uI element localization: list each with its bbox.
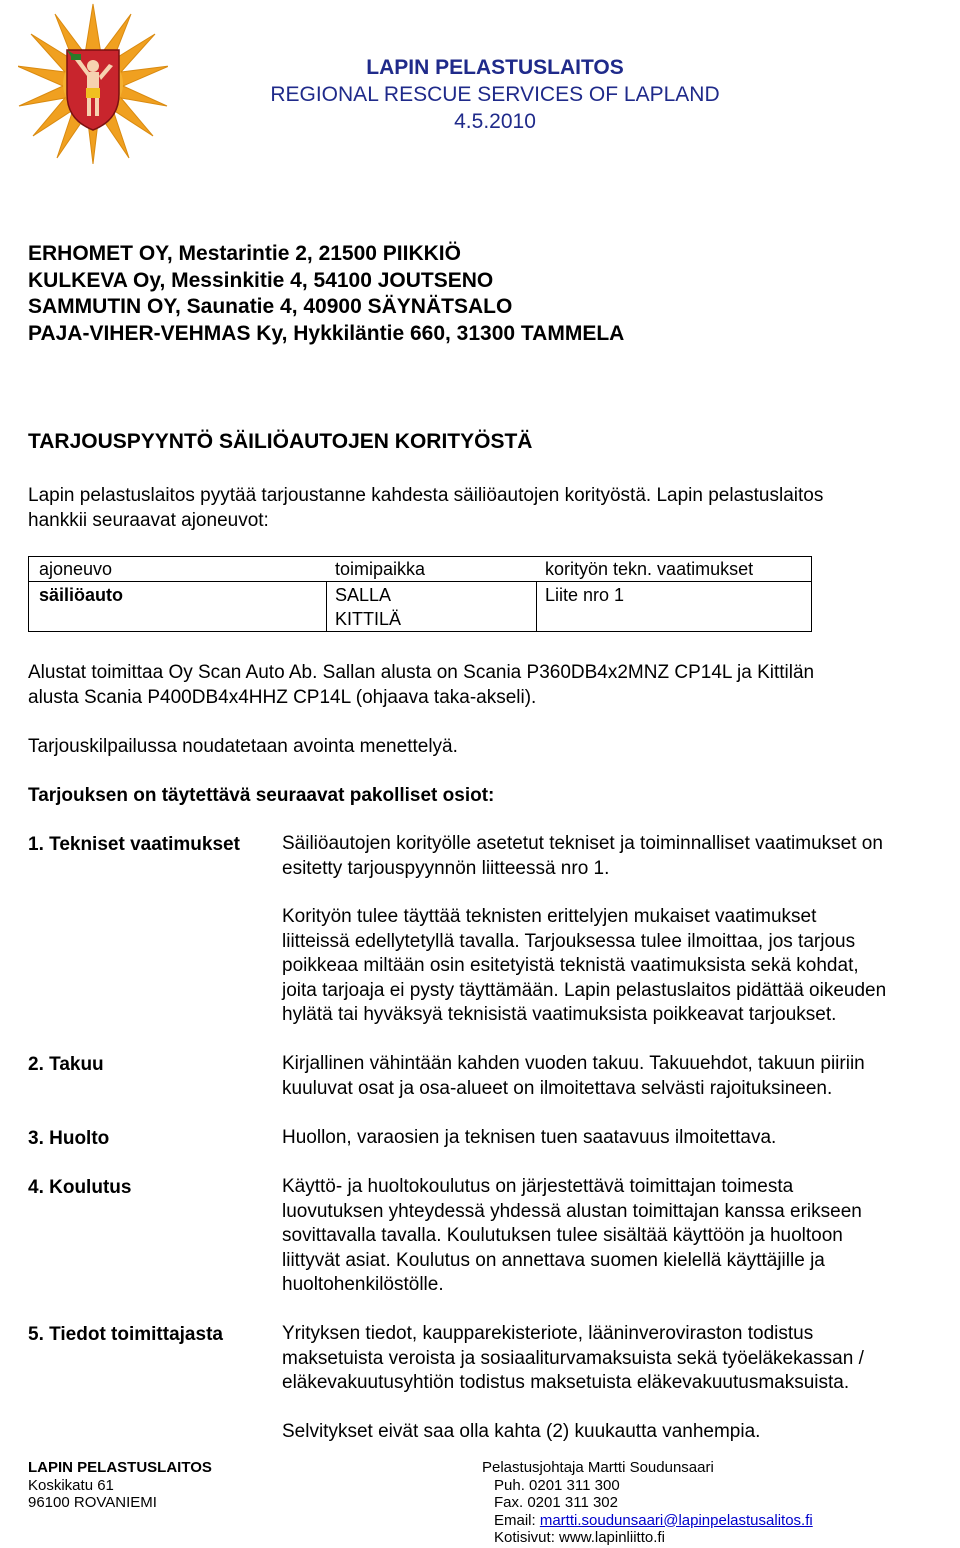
section-line: Käyttö- ja huoltokoulutus on järjestettävä toimittajan toimesta	[282, 1176, 794, 1197]
table-header-requirements: korityön tekn. vaatimukset	[545, 559, 754, 579]
document-subject: TARJOUSPYYNTÖ SÄILIÖAUTOJEN KORITYÖSTÄ	[28, 430, 533, 453]
footer-org-name: LAPIN PELASTUSLAITOS	[28, 1459, 212, 1476]
footer-email-link[interactable]: martti.soudunsaari@lapinpelastusalitos.fi	[539, 1511, 813, 1529]
section-body	[282, 905, 886, 1028]
section-line: Säiliöautojen korityölle asetetut tekniset ja toiminnalliset vaatimukset on	[282, 833, 883, 854]
table-header-vehicle: ajoneuvo	[39, 559, 113, 579]
vehicle-table	[28, 556, 812, 632]
document-date: 4.5.2010	[454, 110, 536, 133]
org-name: LAPIN PELASTUSLAITOS	[366, 56, 624, 79]
section-label: 2. Takuu	[28, 1054, 104, 1075]
parts-heading: Tarjouksen on täytettävä seuraavat pakolliset osiot:	[28, 785, 495, 806]
rescue-services-logo	[18, 2, 168, 172]
logo-emblem-icon	[18, 2, 168, 172]
recipients-list	[28, 241, 624, 347]
section-line: Huollon, varaosien ja teknisen tuen saatavuus ilmoitettava.	[282, 1127, 777, 1148]
table-cell-location: SALLA	[335, 585, 392, 605]
intro-line: hankkii seuraavat ajoneuvot:	[28, 510, 269, 531]
section-body	[282, 1175, 862, 1298]
chassis-paragraph	[28, 660, 814, 710]
section-line: maksetuista veroista ja sosiaaliturvamaksuista sekä työeläkekassan /	[282, 1347, 864, 1369]
recipient-line: SAMMUTIN OY, Saunatie 4, 40900 SÄYNÄTSALO	[28, 295, 513, 318]
section-line: Kirjallinen vähintään kahden vuoden takuu. Takuuehdot, takuun piiriin	[282, 1053, 865, 1074]
table-cell-location: KITTILÄ	[335, 609, 402, 629]
recipient-line: KULKEVA Oy, Messinkitie 4, 54100 JOUTSENO	[28, 268, 494, 292]
table-divider	[326, 581, 327, 631]
org-name-en: REGIONAL RESCUE SERVICES OF LAPLAND	[270, 83, 720, 106]
section-line: hylätä tai hyväksyä teknisistä vaatimuksista poikkeavat tarjoukset.	[282, 1004, 837, 1025]
section-label: 1. Tekniset vaatimukset	[28, 834, 240, 855]
chassis-line: alusta Scania P400DB4x4HHZ CP14L (ohjaava taka-akseli).	[28, 687, 537, 708]
footer-email-label: Email:	[494, 1511, 540, 1529]
section-line: eläkevakuutusyhtiön todistus maksetuista eläkevakuutusmaksuista.	[282, 1372, 850, 1393]
section-line: esitetty tarjouspyynnön liitteessä nro 1.	[282, 857, 610, 879]
footer-phone: Puh. 0201 311 300	[494, 1476, 620, 1494]
recipient-line: PAJA-VIHER-VEHMAS Ky, Hykkiläntie 660, 31300 TAMMELA	[28, 321, 625, 345]
section-line: Yrityksen tiedot, kaupparekisteriote, lääninveroviraston todistus	[282, 1323, 814, 1344]
intro-line: Lapin pelastuslaitos pyytää tarjoustanne kahdesta säiliöautojen korityöstä. Lapin pelastuslaitos	[28, 485, 824, 506]
section-body	[282, 832, 883, 881]
footer-signer: Pelastusjohtaja Martti Soudunsaari	[482, 1459, 714, 1476]
footer-city: 96100 ROVANIEMI	[28, 1494, 157, 1511]
table-cell-vehicle: säiliöauto	[39, 585, 124, 605]
footer-street: Koskikatu 61	[28, 1476, 114, 1494]
section-line: huoltohenkilöstölle.	[282, 1274, 444, 1295]
section-body	[282, 1420, 760, 1445]
table-divider	[536, 581, 537, 631]
section-line: liitteissä edellytetyllä tavalla. Tarjouksessa tulee ilmoittaa, jos tarjous	[282, 930, 856, 952]
recipient-line: ERHOMET OY, Mestarintie 2, 21500 PIIKKIÖ	[28, 242, 461, 265]
section-line: sovittavalla tavalla. Koulutuksen tulee sisältää käyttöön ja huoltoon	[282, 1225, 843, 1246]
section-line: luovutuksen yhteydessä yhdessä alustan toimittajan kanssa erikseen	[282, 1200, 862, 1222]
footer-address	[28, 1459, 212, 1512]
section-line: poikkeaa miltään osin esitetyistä teknistä vaatimuksista sekä kohdat,	[282, 955, 859, 976]
section-label: 4. Koulutus	[28, 1177, 132, 1198]
section-body	[282, 1322, 864, 1396]
organization-header	[200, 54, 790, 135]
table-header-location: toimipaikka	[335, 559, 426, 579]
section-line: Korityön tulee täyttää teknisten erittelyjen mukaiset vaatimukset	[282, 906, 817, 927]
section-body	[282, 1052, 865, 1101]
section-label: 5. Tiedot toimittajasta	[28, 1324, 223, 1345]
section-line: kuuluvat osat ja osa-alueet on ilmoitettava selvästi rajoituksineen.	[282, 1077, 833, 1099]
procedure-text: Tarjouskilpailussa noudatetaan avointa menettelyä.	[28, 736, 458, 757]
table-divider	[29, 581, 811, 582]
footer-fax: Fax. 0201 311 302	[494, 1494, 618, 1511]
table-cell-requirements: Liite nro 1	[545, 585, 625, 605]
footer-email-row	[482, 1512, 813, 1530]
chassis-line: Alustat toimittaa Oy Scan Auto Ab. Sallan alusta on Scania P360DB4x2MNZ CP14L ja Kittilän	[28, 662, 815, 683]
section-line: Selvitykset eivät saa olla kahta (2) kuukautta vanhempia.	[282, 1421, 761, 1442]
section-body	[282, 1126, 776, 1151]
footer-contact	[482, 1459, 813, 1547]
section-line: liittyvät asiat. Koulutus on annettava suomen kielellä käyttäjille ja	[282, 1249, 825, 1271]
intro-paragraph	[28, 483, 823, 533]
section-label: 3. Huolto	[28, 1128, 110, 1149]
section-line: joita tarjoaja ei pysty täyttämään. Lapin pelastuslaitos pidättää oikeuden	[282, 979, 887, 1001]
footer-website: Kotisivut: www.lapinliitto.fi	[494, 1529, 665, 1546]
